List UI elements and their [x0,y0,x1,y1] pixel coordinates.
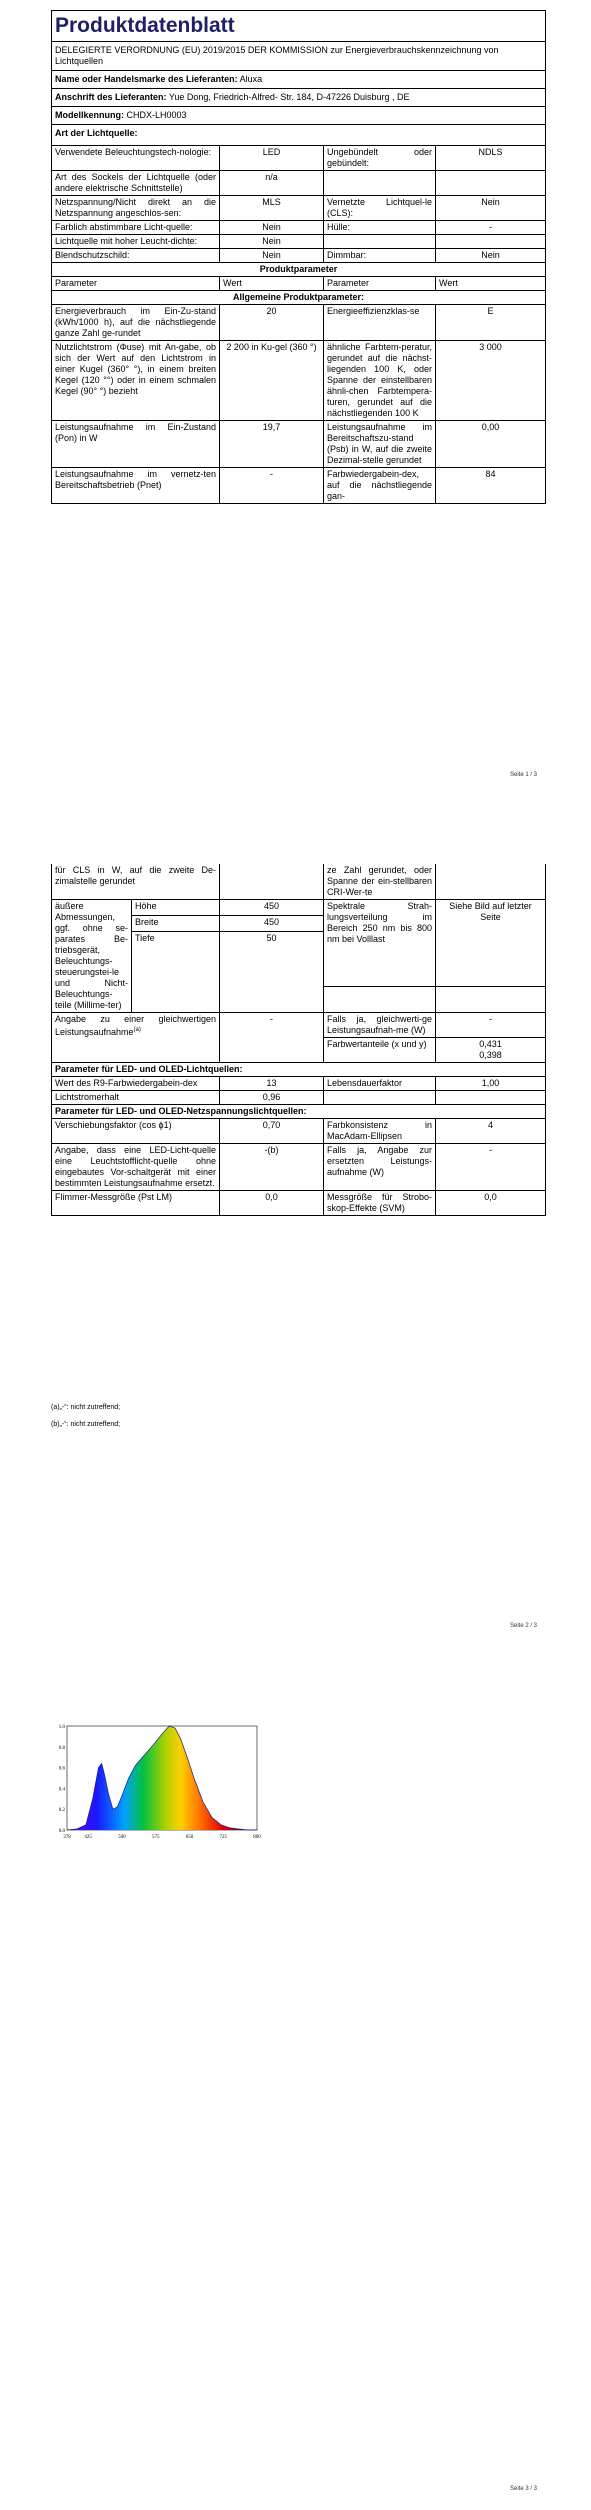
x-tick-label: 650 [185,1835,194,1840]
param-label: ze Zahl gerundet, oder Spanne der ein-stellbaren CRI-Wer-te [324,864,436,900]
dimension-spacer [132,947,220,987]
type-row [52,249,546,263]
led-row [52,1077,546,1091]
param-value [436,864,546,900]
param-value [220,864,324,900]
spacer [324,987,436,1013]
supplier-name-row [52,71,546,89]
mls-parameters-heading: Parameter für LED- und OLED-Netzspannungslichtquellen: [52,1105,546,1119]
spectral-value: Siehe Bild auf letzter Seite [436,900,546,987]
type-label: Farblich abstimmbare Licht-quelle: [52,221,220,235]
type-value [436,235,546,249]
dimension-row [52,900,546,916]
param-value: 0,96 [220,1091,324,1105]
param-label: Messgröße für Strobo-skop-Effekte (SVM) [324,1191,436,1216]
general-parameters-heading: Allgemeine Produktparameter: [52,291,546,305]
type-value: NDLS [436,146,546,171]
equivalent-row [52,1013,546,1038]
general-row [52,305,546,341]
page-number: Seite 2 / 3 [510,1623,538,1629]
param-value: 20 [220,305,324,341]
param-value: 19,7 [220,421,324,468]
supplier-name-label: Name oder Handelsmarke des Lieferanten: [55,74,238,84]
model-value: CHDX-LH0003 [126,110,187,120]
y-tick-label: 0.0 [58,1829,65,1834]
param-label: Energieeffizienzklas-se [324,305,436,341]
datasheet-table-1 [51,10,546,504]
param-label: Leistungsaufnahme im Bereitschaftszu-stand (Psb) in W, auf die zweite Dezimal-stelle gerundet [324,421,436,468]
param-value [436,1091,546,1105]
type-row [52,171,546,196]
param-value: 0,0 [220,1191,324,1216]
model-row [52,107,546,125]
supplier-address-label: Anschrift des Lieferanten: [55,92,167,102]
supplier-address-row [52,89,546,107]
param-label: Angabe, dass eine LED-Licht-quelle eine Leuchtstofflicht-quelle ohne eingebautes Vor-schaltgerät mit einer bestimmten Leistungsaufnahme ersetzt. [52,1144,220,1191]
param-value: 3 000 [436,341,546,421]
type-label: Netzspannung/Nicht direkt an die Netzspannung angeschlos-sen: [52,196,220,221]
param-value: 2 200 in Ku-gel (360 °) [220,341,324,421]
column-header-parameter: Parameter [52,277,220,291]
type-label: Art des Sockels der Lichtquelle (oder andere elektrische Schnittstelle) [52,171,220,196]
dimension-value: 450 [220,915,324,931]
general-row [52,341,546,421]
spacer [436,987,546,1013]
param-label: für CLS in W, auf die zweite De-zimalstelle gerundet [52,864,220,900]
type-value [436,171,546,196]
column-header-row [52,277,546,291]
param-label: Lebensdauerfaktor [324,1077,436,1091]
type-value: Nein [220,249,324,263]
param-label: ähnliche Farbtem-peratur, gerundet auf die nächst-liegenden 100 K, oder Spanne der einstellbaren ähnli-chen Farbtempera-turen, gerundet auf die nächstliegenden 100 K [324,341,436,421]
type-row [52,196,546,221]
dimensions-label: äußere Abmessungen, ggf. ohne se-parates Be-triebsgerät, Beleuchtungs-steuerungstei-le und Nicht-Beleuchtungs-teile (Millime-ter) [52,900,132,1013]
dimension-key: Breite [132,915,220,931]
led-parameters-heading: Parameter für LED- und OLED-Lichtquellen: [52,1063,546,1077]
continued-row [52,864,546,900]
type-value: Nein [436,196,546,221]
type-value: MLS [220,196,324,221]
x-tick-label: 378 [63,1835,71,1840]
equivalent-power-text: Angabe zu einer gleichwertigen Leistungsaufnahme [55,1014,216,1037]
param-value: - [436,1144,546,1191]
equivalent-power-label [52,1013,220,1063]
page-number: Seite 3 / 3 [510,2486,538,2492]
dimension-value: 50 [220,931,324,946]
param-value: 0,00 [436,421,546,468]
type-row [52,146,546,171]
mls-row [52,1119,546,1144]
equivalent-power-value-2: - [436,1013,546,1038]
param-label: Leistungsaufnahme im Ein-Zustand (Pon) in W [52,421,220,468]
param-label: Verschiebungsfaktor (cos ϕ1) [52,1119,220,1144]
param-value: 0,0 [436,1191,546,1216]
param-label [324,1091,436,1105]
param-label: Energieverbrauch im Ein-Zu-stand (kWh/1000 h), auf die nächstliegende ganze Zahl ge-rundet [52,305,220,341]
y-tick-label: 0.4 [58,1787,65,1793]
model-label: Modellkennung: [55,110,124,120]
type-value: n/a [220,171,324,196]
general-row [52,468,546,504]
param-label: Leistungsaufnahme im vernetz-ten Bereitschaftsbetrieb (Pnet) [52,468,220,504]
param-value: 13 [220,1077,324,1091]
y-tick-label: 1.0 [58,1725,65,1730]
page-title: Produktdatenblatt [52,11,546,42]
x-tick-label: 575 [151,1835,160,1840]
footnote-b: (b)„-“: nicht zutreffend; [51,1421,121,1428]
x-tick-label: 500 [118,1835,126,1840]
page-1 [51,10,545,504]
type-label: Hülle: [324,221,436,235]
param-value: E [436,305,546,341]
column-header-value: Wert [436,277,546,291]
param-label: Farbwiedergabein-dex, auf die nächstliegende gan- [324,468,436,504]
mls-row [52,1191,546,1216]
column-header-value: Wert [220,277,324,291]
param-label: Lichtstromerhalt [52,1091,220,1105]
type-value: Nein [436,249,546,263]
type-label: Dimmbar: [324,249,436,263]
y-tick-label: 0.8 [58,1745,65,1751]
type-label: Ungebündelt oder gebündelt: [324,146,436,171]
dimension-value: 450 [220,900,324,916]
equivalent-power-label-2: Falls ja, gleichwerti-ge Leistungsaufnah-me (W) [324,1013,436,1038]
column-header-parameter: Parameter [324,277,436,291]
type-label: Lichtquelle mit hoher Leucht-dichte: [52,235,220,249]
param-value: - [220,468,324,504]
type-label [324,171,436,196]
led-row [52,1091,546,1105]
param-value: 84 [436,468,546,504]
x-tick-label: 425 [84,1835,92,1840]
dimension-spacer [220,947,324,987]
param-value: 4 [436,1119,546,1144]
type-value: - [436,221,546,235]
regulation-text: DELEGIERTE VERORDNUNG (EU) 2019/2015 DER KOMMISSION zur Energieverbrauchskennzeichnung von Lichtquellen [52,42,546,71]
dimension-key: Höhe [132,900,220,916]
mls-row [52,1144,546,1191]
supplier-name-value: Aluxa [239,74,263,84]
page-2 [51,864,545,1216]
param-value: -(b) [220,1144,324,1191]
y-tick-label: 0.2 [58,1808,65,1814]
param-label: Falls ja, Angabe zur ersetzten Leistungs-aufnahme (W) [324,1144,436,1191]
type-label [324,235,436,249]
dimension-spacer [132,987,220,1013]
spectrum-chart-svg [51,1722,261,1847]
light-source-type-heading: Art der Lichtquelle: [52,125,546,146]
general-row [52,421,546,468]
chromaticity-label: Farbwertanteile (x und y) [324,1038,436,1063]
type-row [52,221,546,235]
param-label: Flimmer-Messgröße (Pst LM) [52,1191,220,1216]
supplier-address-value: Yue Dong, Friedrich-Alfred- Str. 184, D-47226 Duisburg , DE [168,92,410,102]
param-value: 1,00 [436,1077,546,1091]
footnote-ref: (a) [133,1027,141,1033]
param-value: 0,70 [220,1119,324,1144]
footnote-a: (a)„-“: nicht zutreffend; [51,1404,121,1411]
param-label: Nutzlichtstrom (Φuse) mit An-gabe, ob sich der Wert auf den Lichtstrom in einer Kugel (360° °), in einem breiten Kegel (120 °°) oder in einem schmalen Kegel (90° °) bezieht [52,341,220,421]
type-label: Blendschutzschild: [52,249,220,263]
chromaticity-value: 0,431 0,398 [436,1038,546,1063]
equivalent-power-value: - [220,1013,324,1063]
type-value: LED [220,146,324,171]
type-row [52,235,546,249]
type-value: Nein [220,235,324,249]
dimension-key: Tiefe [132,931,220,946]
x-tick-label: 800 [253,1835,261,1840]
y-tick-label: 0.6 [58,1766,65,1772]
spectrum-chart [51,1722,261,1849]
type-label: Vernetzte Lichtquel-le (CLS): [324,196,436,221]
x-tick-label: 725 [219,1835,227,1840]
datasheet-table-2 [51,864,546,1216]
product-parameters-heading: Produktparameter [52,263,546,277]
param-label: Farbkonsistenz in MacAdam-Ellipsen [324,1119,436,1144]
spectral-label: Spektrale Strah-lungsverteilung im Bereich 250 nm bis 800 nm bei Volllast [324,900,436,987]
page-number: Seite 1 / 3 [510,772,538,778]
type-label: Verwendete Beleuchtungstech-nologie: [52,146,220,171]
dimension-spacer [220,987,324,1013]
type-value: Nein [220,221,324,235]
param-label: Wert des R9-Farbwiedergabein-dex [52,1077,220,1091]
